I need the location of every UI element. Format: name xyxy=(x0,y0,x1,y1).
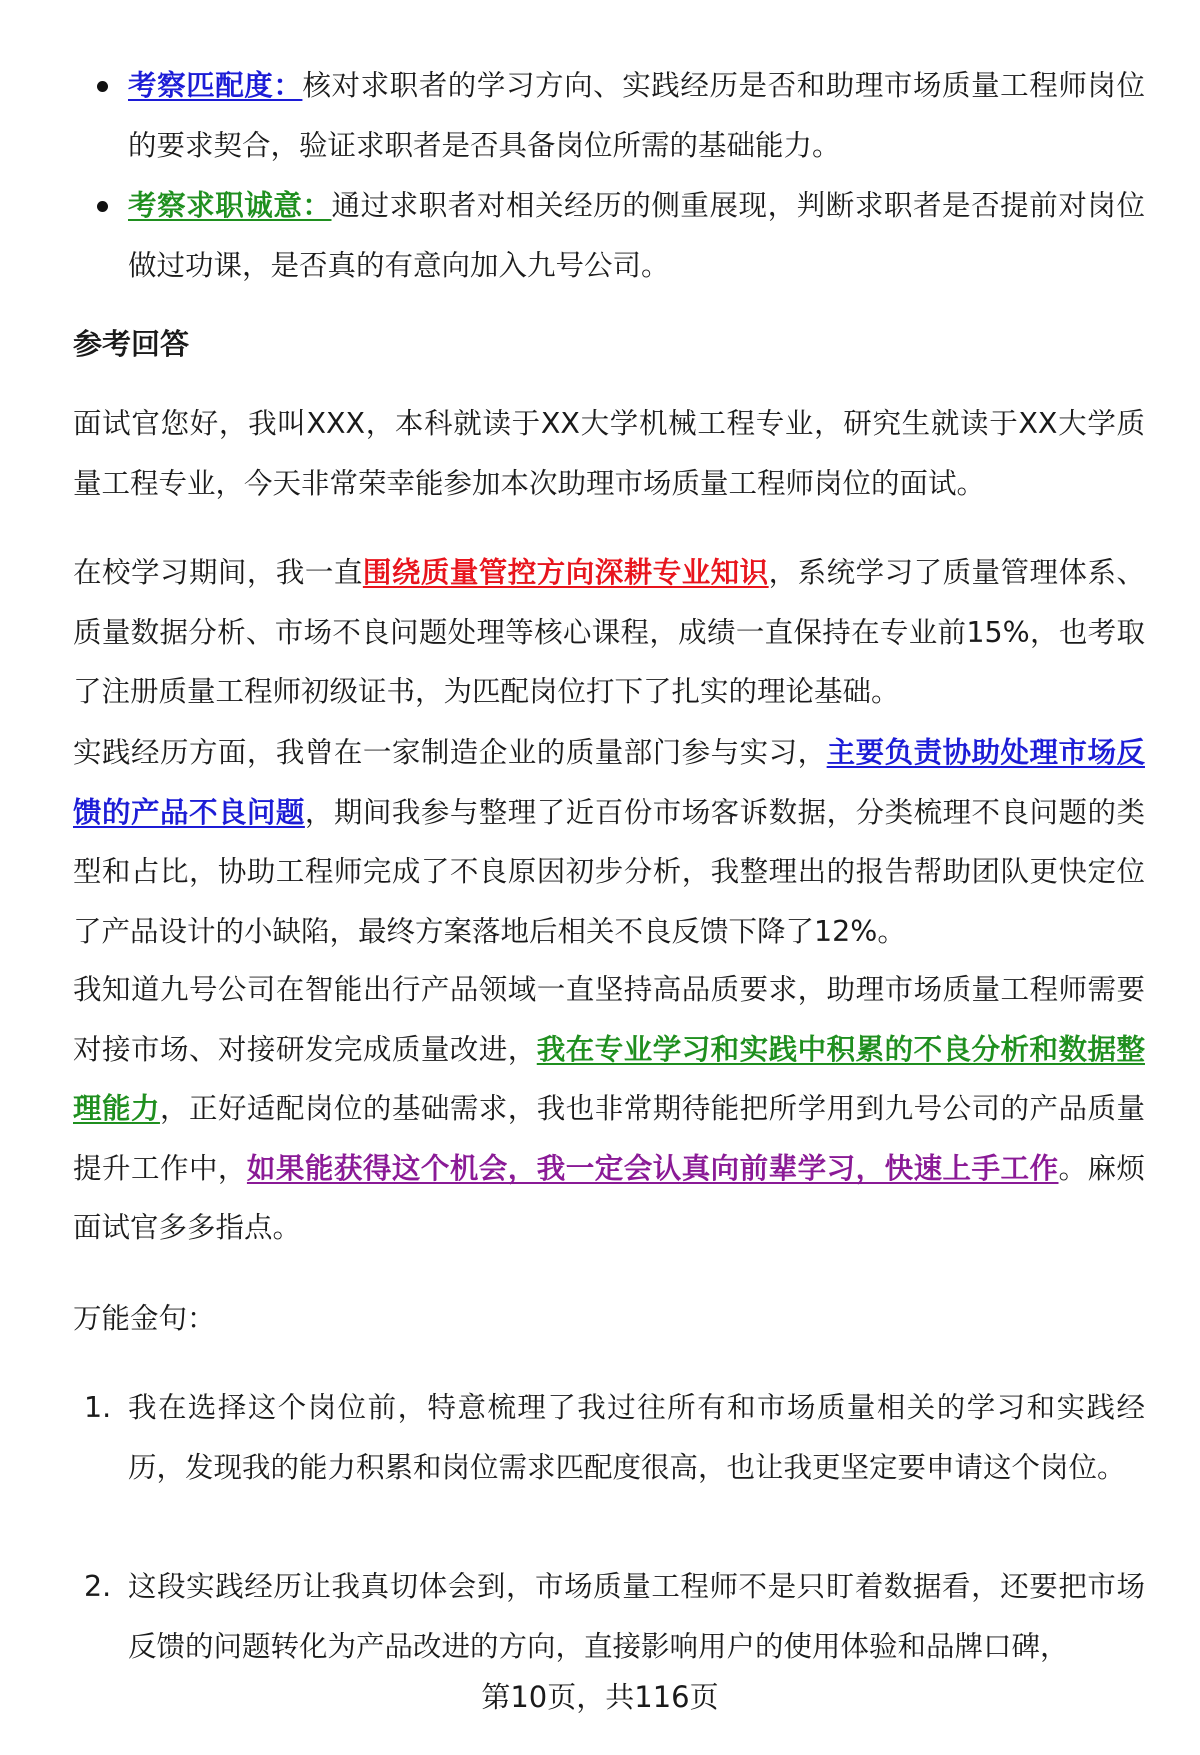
section-heading: 参考回答 xyxy=(73,327,190,361)
list-number: 2. xyxy=(84,1570,112,1603)
bullet-icon xyxy=(97,201,108,212)
answer-paragraph-motivation xyxy=(73,960,1145,1258)
text: 在校学习期间，我一直 xyxy=(73,556,363,589)
text: 。麻烦面试官多多指点。 xyxy=(73,1151,1145,1244)
bullet-text: 核对求职者的学习方向、实践经历是否和助理市场质量工程师岗位的要求契合，验证求职者是否具备岗位所需的基础能力。 xyxy=(128,69,1145,162)
text: 我知道九号公司在智能出行产品领域一直坚持高品质要求，助理市场质量工程师需要对接市场、对接研发完成质量改进， xyxy=(73,973,1145,1066)
bullet-text: 通过求职者对相关经历的侧重展现，判断求职者是否提前对岗位做过功课，是否真的有意向加入九号公司。 xyxy=(128,189,1145,282)
highlight: 我在专业学习和实践中积累的不良分析和数据整理能力 xyxy=(73,1032,1145,1125)
text: 实践经历方面，我曾在一家制造企业的质量部门参与实习， xyxy=(73,736,827,769)
highlight: 围绕质量管控方向深耕专业知识 xyxy=(362,556,769,589)
answer-paragraph-practice xyxy=(73,723,1145,961)
text: ，系统学习了质量管理体系、质量数据分析、市场不良问题处理等核心课程，成绩一直保持在专业前15%，也考取了注册质量工程师初级证书，为匹配岗位打下了扎实的理论基础。 xyxy=(73,556,1145,708)
list-number: 1. xyxy=(84,1391,112,1424)
bullet-icon xyxy=(97,81,108,92)
answer-paragraph-intro: 面试官您好，我叫XXX，本科就读于XX大学机械工程专业，研究生就读于XX大学质量工程专业，今天非常荣幸能参加本次助理市场质量工程师岗位的面试。 xyxy=(73,407,1145,500)
page-footer: 第10页，共116页 xyxy=(481,1680,719,1714)
bullet-item-match xyxy=(128,56,1145,175)
answer-paragraph-study xyxy=(73,543,1145,722)
text: ，期间我参与整理了近百份市场客诉数据，分类梳理不良问题的类型和占比，协助工程师完成了不良原因初步分析，我整理出的报告帮助团队更快定位了产品设计的小缺陷，最终方案落地后相关不良反馈下降了12%。 xyxy=(73,795,1145,948)
text: ，正好适配岗位的基础需求，我也非常期待能把所学用到九号公司的产品质量提升工作中， xyxy=(73,1092,1145,1185)
golden-item: 这段实践经历让我真切体会到，市场质量工程师不是只盯着数据看，还要把市场反馈的问题转化为产品改进的方向，直接影响用户的使用体验和品牌口碑， xyxy=(128,1570,1145,1663)
bullet-item-sincerity xyxy=(128,176,1145,295)
bullet-label: 考察求职诚意： xyxy=(128,189,332,222)
golden-title: 万能金句： xyxy=(73,1302,216,1335)
golden-item: 我在选择这个岗位前，特意梳理了我过往所有和市场质量相关的学习和实践经历，发现我的能力积累和岗位需求匹配度很高，也让我更坚定要申请这个岗位。 xyxy=(128,1391,1145,1484)
bullet-label: 考察匹配度： xyxy=(128,69,303,102)
highlight: 主要负责协助处理市场反馈的产品不良问题 xyxy=(73,736,1145,829)
highlight: 如果能获得这个机会，我一定会认真向前辈学习，快速上手工作 xyxy=(246,1151,1059,1185)
